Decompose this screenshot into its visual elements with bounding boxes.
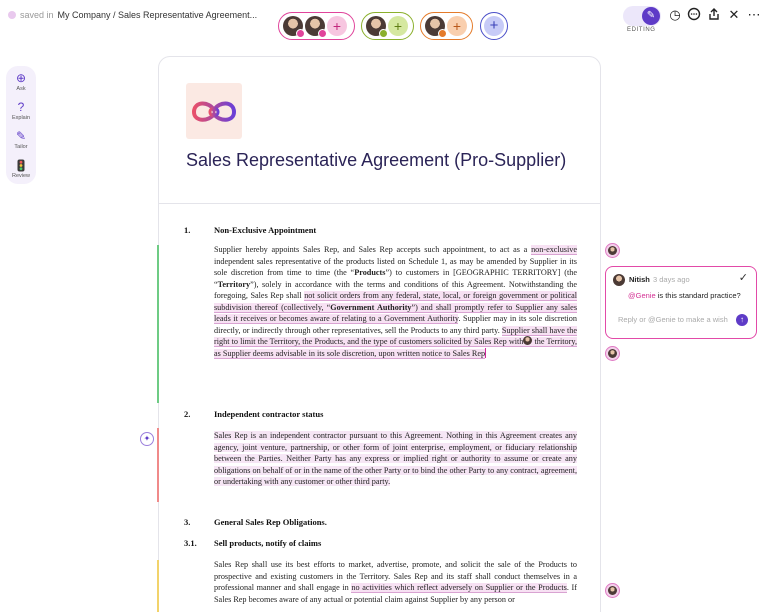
breadcrumb-path[interactable]: My Company / Sales Representative Agreement... (57, 10, 258, 20)
header-divider (159, 203, 601, 204)
risk-indicator-red[interactable] (157, 428, 159, 502)
new-group-button[interactable] (480, 12, 508, 40)
traffic-light-icon (6, 159, 36, 172)
review-tool[interactable]: Review (6, 159, 36, 179)
document-title[interactable]: Sales Representative Agreement (Pro-Supplier) (186, 150, 567, 170)
document-page (158, 56, 601, 612)
top-bar (0, 0, 768, 34)
mention: @Genie (628, 291, 656, 300)
company-logo (186, 83, 242, 139)
section-heading[interactable]: Non-Exclusive Appointment (214, 225, 317, 235)
section-number: 3.1. (184, 538, 197, 548)
risk-indicator-yellow[interactable] (157, 560, 159, 612)
highlighted-text[interactable]: no activities which reflect adversely on Supplier or the Products (351, 583, 567, 592)
comment-pin[interactable] (605, 243, 620, 258)
clause-paragraph[interactable] (214, 430, 577, 488)
collaborator-group-pink[interactable] (278, 12, 355, 40)
section-heading[interactable]: Independent contractor status (214, 409, 324, 419)
suggestion-marker-icon[interactable]: ✦ (140, 432, 154, 446)
clause-paragraph[interactable]: Sales Rep shall use its best efforts to market, advertise, promote, and solicit the sale of the Products to prospective and existing customers in the Territory. Sales Rep and its staff shall conduct themselves in a professional manner and shall engage in no activities which reflect adversely on Supplier or the Products. If Sales Rep becomes aware of any actual or potential claim against Supplier by any person or (214, 560, 578, 604)
avatar[interactable] (283, 16, 303, 36)
more-icon[interactable]: ⋯ (747, 7, 761, 22)
tailor-tool[interactable]: ✎ Tailor (6, 130, 36, 150)
section-heading[interactable]: General Sales Rep Obligations. (214, 517, 327, 527)
risk-indicator-green[interactable] (157, 245, 159, 403)
add-collaborator-button[interactable]: + (327, 16, 347, 36)
comment-timestamp: 3 days ago (653, 275, 690, 284)
clause-paragraph[interactable]: Supplier hereby appoints Sales Rep, and Sales Rep accepts such appointment, to act as a non-exclusive independent sales representative of the products listed on Schedule 1, as may be amended by Supplier in its sole discretion from time to time (the “Products”) to customers in [GEOGRAPHIC TERRITORY] (the “Territory”), solely in accordance with the terms and conditions of this Agreement. Notwithstanding the foregoing, Sales Rep shall not solicit orders from any federal, state, local, or foreign government or political subdivision thereof (collectively, “Government Authority”) and shall promptly refer to Supplier any sales leads it receives or becomes aware of relating to a Government Authority. Supplier may in its sole discretion directly, or indirectly through other representatives, sell the Products to any third party. Supplier shall have the right to limit the Territory, the Products, and the type of customers solicited by Sales Rep with the Territory, as Supplier deems advisable in its sole discretion, upon written notice to Sales Rep (214, 245, 578, 358)
pen-icon: ✎ (642, 7, 660, 25)
highlighted-text[interactable]: Supplier shall have the right to limit the Territory, the Products, and the type of customers solicited by Sales Rep with the Territory, as Supplier deems advisable in its sole discretion, upon written notice to Sales Rep (214, 325, 577, 358)
question-icon: ? (17, 100, 25, 114)
editing-mode-toggle[interactable] (623, 6, 661, 26)
highlighted-text[interactable]: non-exclusive (531, 245, 577, 254)
avatar (608, 349, 617, 358)
pen-icon: ✎ (15, 129, 27, 143)
history-icon[interactable]: ◷ (669, 7, 681, 22)
saved-status-icon (8, 11, 16, 19)
comment-author: Nitish (629, 275, 650, 284)
assistant-toolbar (6, 66, 36, 184)
mode-label: EDITING (627, 27, 656, 33)
avatar[interactable] (366, 16, 386, 36)
ask-icon: ⊕ (15, 71, 27, 85)
text-cursor (485, 348, 486, 358)
avatar (608, 586, 617, 595)
section-number: 3. (184, 517, 191, 527)
explain-tool[interactable]: ? Explain (6, 101, 36, 121)
comment-text: @Genie is this standard practice? (628, 291, 741, 300)
comment-pin[interactable] (605, 583, 620, 598)
section-number: 1. (184, 225, 191, 235)
add-collaborator-button[interactable]: + (388, 16, 408, 36)
collaborator-group-orange[interactable] (420, 12, 473, 40)
breadcrumb (8, 10, 257, 20)
share-icon[interactable] (706, 7, 722, 23)
avatar (608, 246, 617, 255)
comment-card[interactable] (605, 266, 757, 339)
send-arrow-icon[interactable]: ↑ (736, 314, 748, 326)
resolve-check-icon[interactable]: ✓ (738, 272, 748, 284)
reply-input[interactable]: Reply or @Genie to make a wish (618, 315, 728, 324)
section-heading[interactable]: Sell products, notify of claims (214, 538, 322, 548)
ask-tool[interactable]: ⊕ Ask (6, 72, 36, 92)
collaborator-group-green[interactable] (361, 12, 414, 40)
avatar[interactable] (305, 16, 325, 36)
add-collaborator-button[interactable]: + (447, 16, 467, 36)
avatar[interactable] (425, 16, 445, 36)
highlighted-text[interactable]: not solicit orders from any federal, state, local, or foreign government or political subdivision thereof (collectively, “Government Authority”) and shall promptly refer to Supplier any sales leads it receives or becomes aware of relating to a Government Authority (214, 291, 578, 323)
save-status: saved in (20, 10, 54, 20)
comment-pin[interactable] (605, 346, 620, 361)
comments-icon[interactable] (686, 7, 702, 23)
avatar (613, 274, 625, 286)
highlighted-text[interactable]: Sales Rep is an independent contractor pursuant to this Agreement. Nothing in this Agreement creates any agency, joint venture, partnership, or other form of joint enterprise, employment, or fiduciary relationship between the Parties. Neither Party has any express or implied right or authority to assume or create any obligations on behalf of or in the name of the other Party or to bind the other Party to any contract, agreement, or undertaking with any customer or other third party. (214, 431, 577, 486)
plus-icon: + (484, 16, 504, 36)
section-number: 2. (184, 409, 191, 419)
close-icon[interactable]: ✕ (728, 7, 740, 22)
